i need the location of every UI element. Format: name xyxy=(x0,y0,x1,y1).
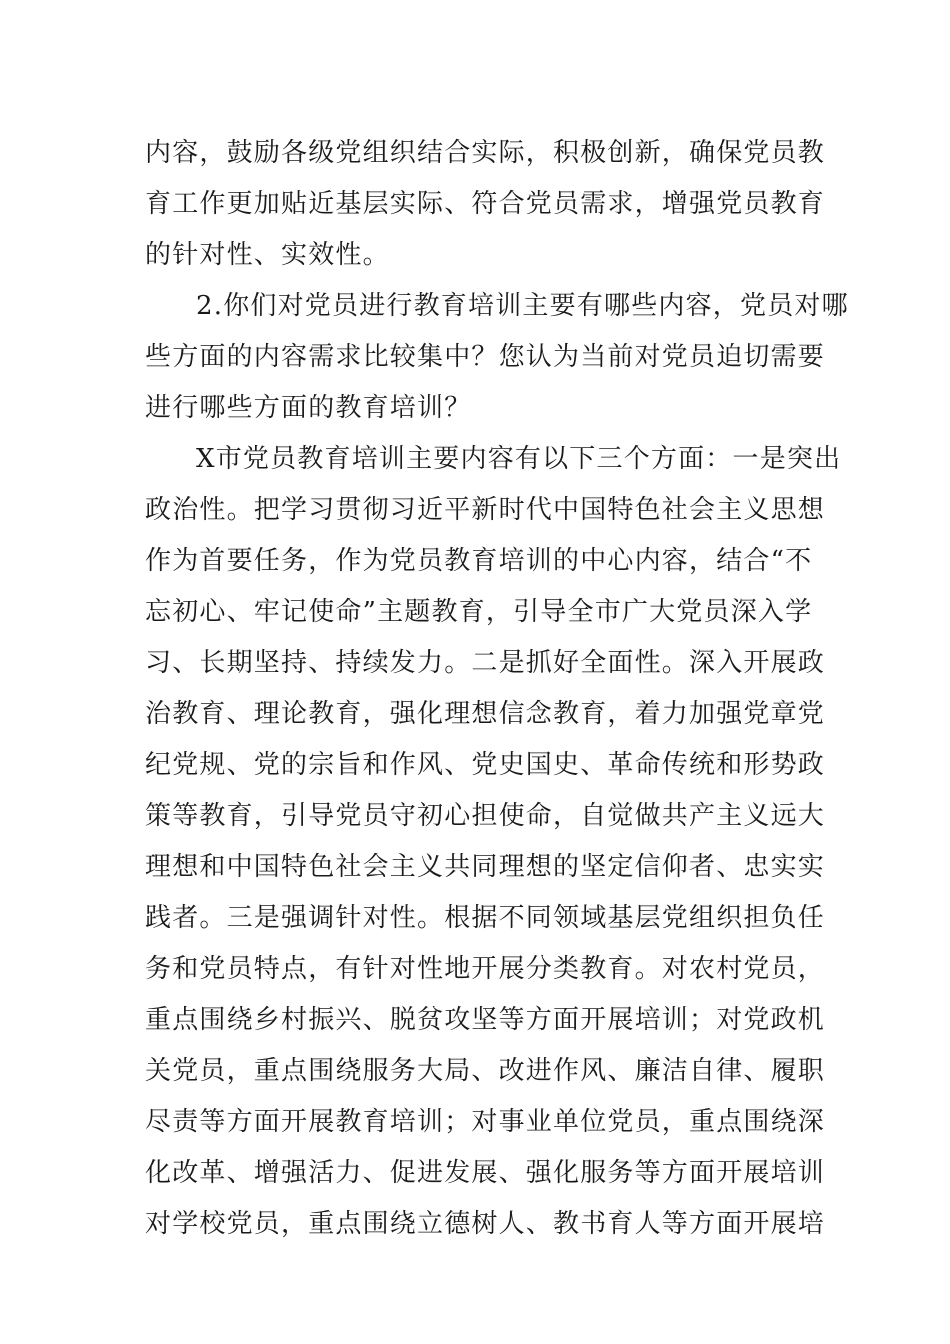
text-line: 育工作更加贴近基层实际、符合党员需求，增强党员教育 xyxy=(145,189,826,219)
answer-line: 纪党规、党的宗旨和作风、党史国史、革命传统和形势政 xyxy=(145,750,826,780)
answer-line: 治教育、理论教育，强化理想信念教育，着力加强党章党 xyxy=(145,699,826,729)
answer-line: 务和党员特点，有针对性地开展分类教育。对农村党员， xyxy=(145,954,826,984)
answer-line: 政治性。把学习贯彻习近平新时代中国特色社会主义思想 xyxy=(145,495,826,525)
answer-line: 尽责等方面开展教育培训；对事业单位党员，重点围绕深 xyxy=(145,1107,826,1137)
question-line: 些方面的内容需求比较集中？您认为当前对党员迫切需要 xyxy=(145,342,826,372)
answer-line: 习、长期坚持、持续发力。二是抓好全面性。深入开展政 xyxy=(145,648,826,678)
answer-line: X市党员教育培训主要内容有以下三个方面：一是突出 xyxy=(196,444,842,474)
answer-line: 策等教育，引导党员守初心担使命，自觉做共产主义远大 xyxy=(145,801,826,831)
question-line: 2.你们对党员进行教育培训主要有哪些内容，党员对哪 xyxy=(196,291,849,321)
answer-line: 践者。三是强调针对性。根据不同领域基层党组织担负任 xyxy=(145,903,826,933)
answer-line: 作为首要任务，作为党员教育培训的中心内容，结合“不 xyxy=(145,546,813,576)
answer-line: 理想和中国特色社会主义共同理想的坚定信仰者、忠实实 xyxy=(145,852,826,882)
answer-line: 对学校党员，重点围绕立德树人、教书育人等方面开展培 xyxy=(145,1209,826,1239)
answer-line: 重点围绕乡村振兴、脱贫攻坚等方面开展培训；对党政机 xyxy=(145,1005,826,1035)
text-line: 的针对性、实效性。 xyxy=(145,240,390,270)
text-line: 内容，鼓励各级党组织结合实际，积极创新，确保党员教 xyxy=(145,138,826,168)
question-line: 进行哪些方面的教育培训？ xyxy=(145,393,472,423)
answer-line: 忘初心、牢记使命”主题教育，引导全市广大党员深入学 xyxy=(145,597,813,627)
answer-line: 关党员，重点围绕服务大局、改进作风、廉洁自律、履职 xyxy=(145,1056,826,1086)
answer-line: 化改革、增强活力、促进发展、强化服务等方面开展培训 xyxy=(145,1158,826,1188)
